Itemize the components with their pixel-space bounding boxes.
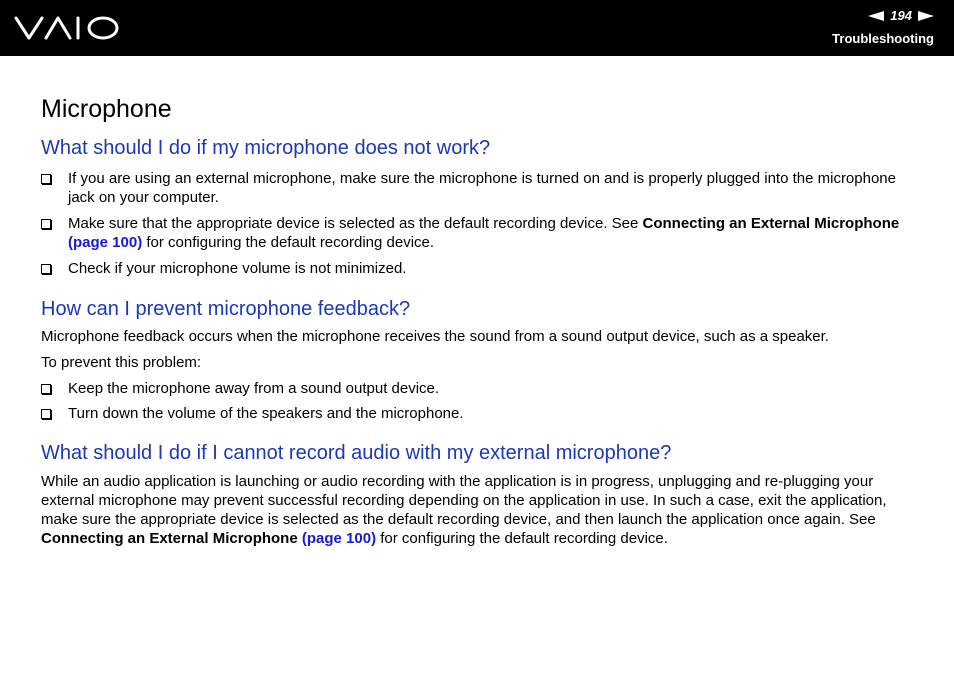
list-item [41,379,921,398]
list-item-text: Check if your microphone volume is not minimized. [68,260,407,277]
page-link[interactable]: (page 100) [68,234,143,251]
page-navigation [868,8,934,23]
checkbox-bullet-icon [41,264,51,274]
page-number: 194 [890,8,912,23]
page-title: Microphone [41,95,172,123]
cross-reference-title: Connecting an External Microphone [41,530,298,547]
checkbox-bullet-icon [41,384,51,394]
paragraph-text: for configuring the default recording device. [376,530,668,547]
previous-page-arrow-icon[interactable] [868,11,884,21]
checklist-2 [41,379,921,423]
list-item-text: for configuring the default recording device. [142,234,435,251]
list-item [41,214,921,252]
list-item-text: Make sure that the appropriate device is selected as the default recording device. See [68,215,643,232]
page-header [0,0,954,56]
section-title: Troubleshooting [832,31,934,46]
list-item-text: If you are using an external microphone, make sure the microphone is turned on and is properly plugged into the microphone jack on your computer. [68,170,896,206]
page-link[interactable]: (page 100) [301,530,377,547]
paragraph: Microphone feedback occurs when the microphone receives the sound from a sound output device, such as a speaker. [41,328,829,345]
list-item [41,404,921,423]
list-item [41,259,921,278]
cross-reference-title: Connecting an External Microphone [642,215,900,232]
checklist-1 [41,169,921,278]
question-heading-1: What should I do if my microphone does not work? [41,137,491,159]
checkbox-bullet-icon [41,174,51,184]
checkbox-bullet-icon [41,219,51,229]
question-heading-2: How can I prevent microphone feedback? [41,298,411,320]
question-heading-3: What should I do if I cannot record audio with my external microphone? [41,442,672,464]
list-item [41,169,921,207]
checkbox-bullet-icon [41,409,51,419]
main-content [41,94,921,548]
paragraph-text: While an audio application is launching or audio recording with the application is in progress, unplugging and re-plugging your external microphone may prevent successful recording depending on the application in use. In such a case, exit the application, make sure the appropriate device is selected as the default recording device, and then launch the application once again. See [41,473,887,528]
vaio-logo [14,14,122,47]
next-page-arrow-icon[interactable] [918,11,934,21]
paragraph: To prevent this problem: [41,354,202,371]
list-item-text: Turn down the volume of the speakers and the microphone. [68,405,464,422]
list-item-text: Keep the microphone away from a sound output device. [68,380,440,397]
paragraph [41,472,921,548]
